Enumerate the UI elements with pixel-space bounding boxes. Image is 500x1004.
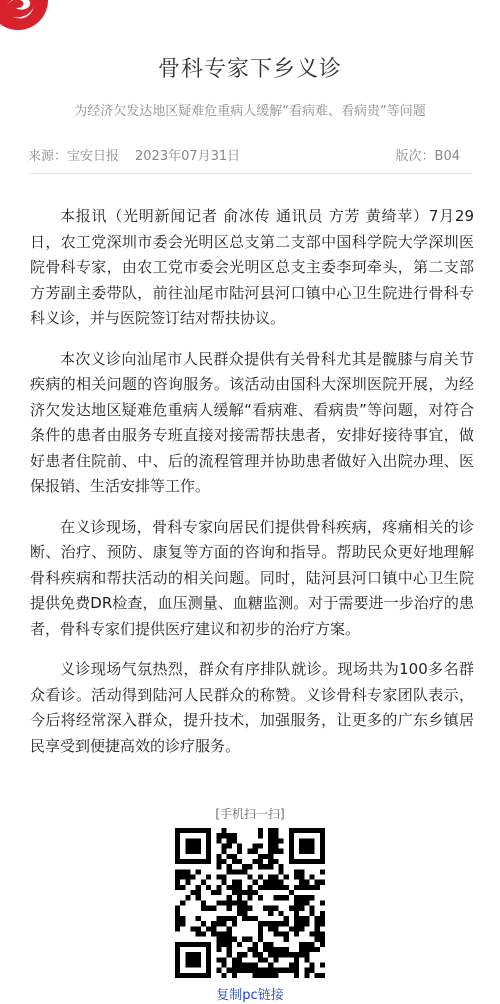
edition-label: 版次：B04 <box>395 149 460 164</box>
copy-pc-link[interactable]: 复制pc链接 <box>216 988 284 1003</box>
page-title: 骨科专家下乡义诊 <box>157 57 342 82</box>
subtitle: 为经济欠发达地区疑难危重病人缓解“看病难、看病贵”等问题 <box>74 104 426 119</box>
paragraph-3: 在义诊现场，骨科专家向居民们提供骨科疾病，疼痛相关的诊断、治疗、预防、康复等方面的咨询和指导。帮助民众更好地理解骨科疾病和帮扶活动的相关问题。同时，陆河县河口镇中心卫生院提供免费DR检查，血压测量、血糖监测。对于需要进一步治疗的患者，骨科专家们提供医疗建议和初步的治疗方案。 <box>30 517 474 638</box>
swirl-logo-icon[interactable] <box>0 0 56 30</box>
source-label: 来源：宝安日报 <box>28 149 120 164</box>
publish-date: 2023年07月31日 <box>135 149 241 164</box>
qr-code-icon <box>175 828 325 978</box>
qr-label: [手机扫一扫] <box>215 807 285 821</box>
qr-section <box>0 806 500 1003</box>
paragraph-1: 本报讯（光明新闻记者 俞冰传 通讯员 方芳 黄绮苹）7月29日，农工党深圳市委会光明区总支第二支部中国科学院大学深圳医院骨科专家，由农工党市委会光明区总支主委李珂牵头，第二支部方芳副主委带队，前往汕尾市陆河县河口镇中心卫生院进行骨科专科义诊，并与医院签订结对帮扶协议。 <box>30 207 474 327</box>
paragraph-4: 义诊现场气氛热烈，群众有序排队就诊。现场共为100多名群众看诊。活动得到陆河人民群众的称赞。义诊骨科专家团队表示，今后将经常深入群众，提升技术，加强服务，让更多的广东乡镇居民享受到便捷高效的诊疗服务。 <box>30 660 474 755</box>
paragraph-2: 本次义诊向汕尾市人民群众提供有关骨科尤其是髋膝与肩关节疾病的相关问题的咨询服务。该活动由国科大深圳医院开展，为经济欠发达地区疑难危重病人缓解“看病难、看病贵”等问题，对符合条件的患者由服务专班直接对接需帮扶患者，安排好接待事宜，做好患者住院前、中、后的流程管理并协助患者做好入出院办理、医保报销、生活安排等工作。 <box>30 349 474 495</box>
article-body <box>30 204 474 774</box>
divider <box>28 173 472 174</box>
article-meta <box>28 145 460 163</box>
